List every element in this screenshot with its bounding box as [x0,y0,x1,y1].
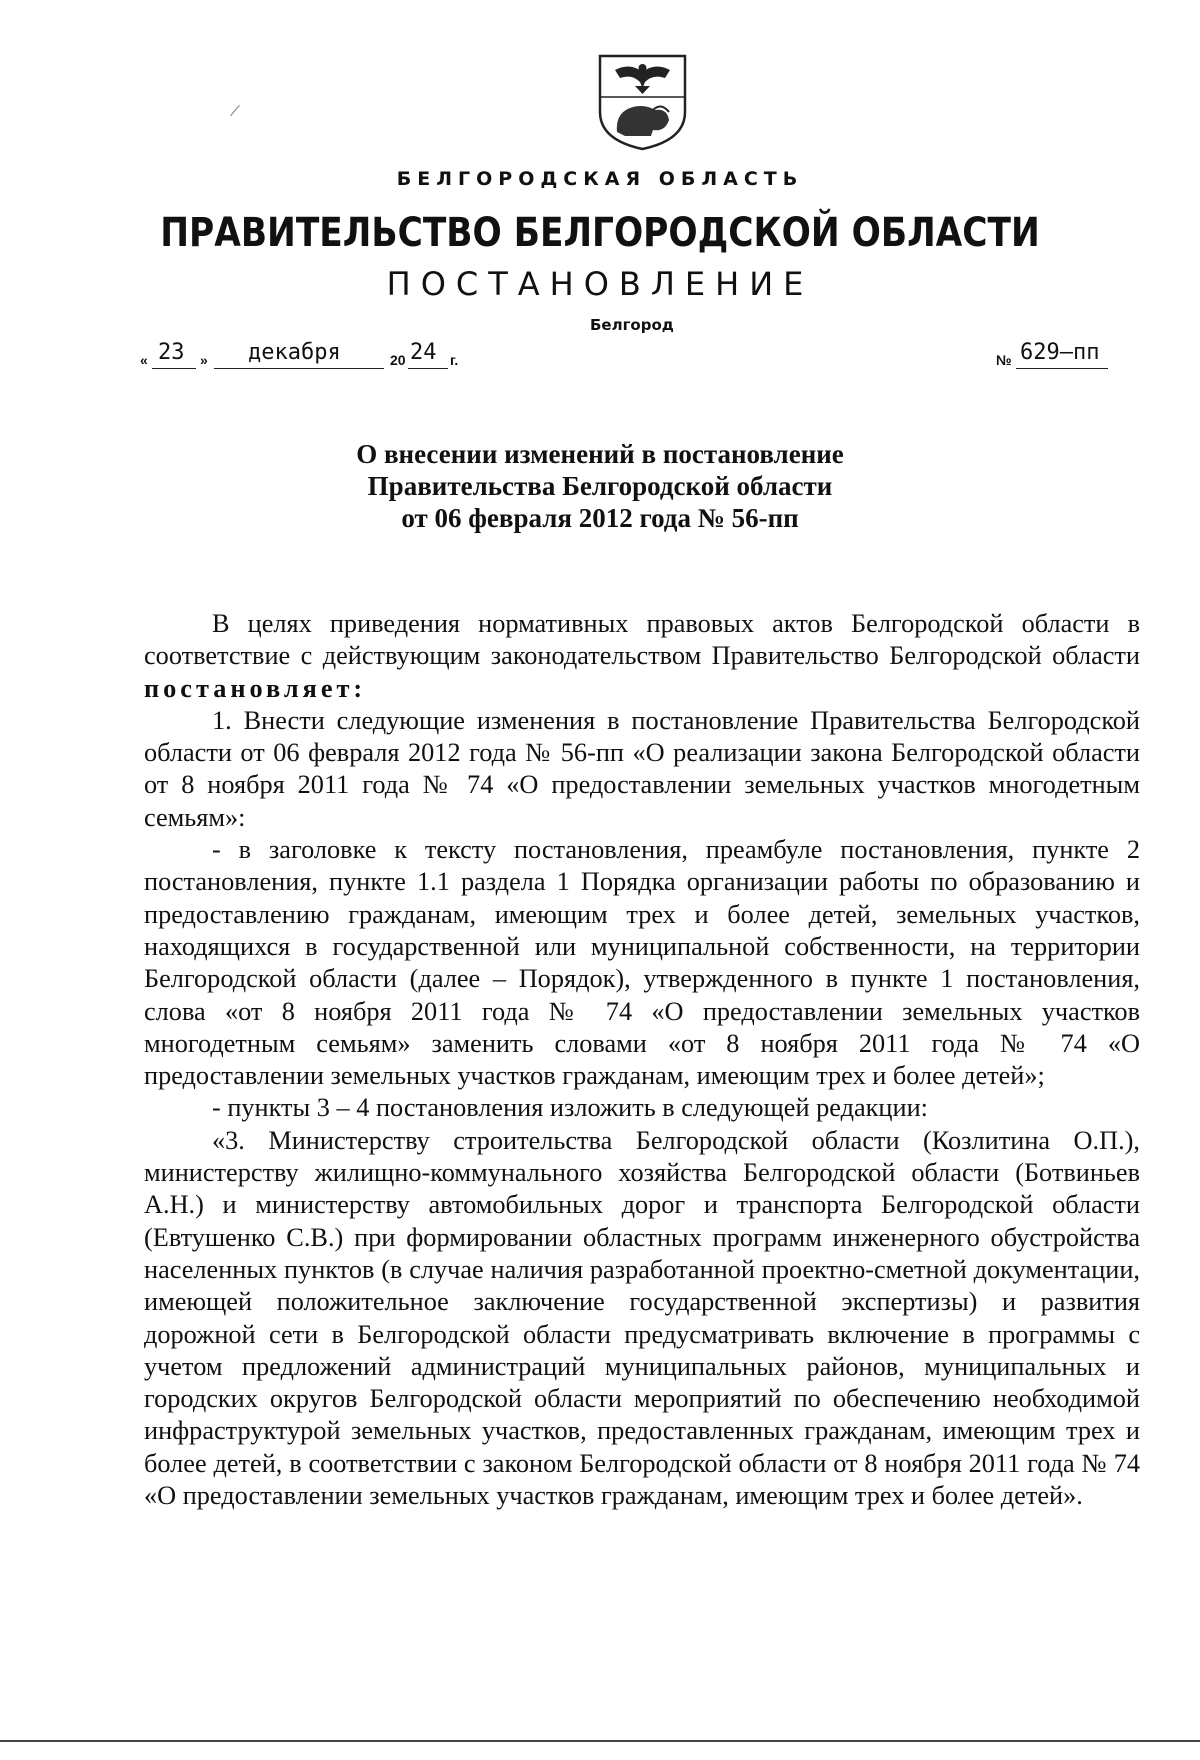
government-heading: ПРАВИТЕЛЬСТВО БЕЛГОРОДСКОЙ ОБЛАСТИ [160,210,1040,256]
item-1-paragraph: 1. Внести следующие изменения в постановление Правительства Белгородской области от 06 февраля 2012 года № 56-пп «О реализации закона Белгородской области от 8 ноября 2011 года № 74 «О предоставлении земельных участков многодетным семьям»: [144,705,1140,832]
date-close-quote: » [200,352,208,368]
decree-word: постановляет: [144,673,367,703]
title-line-3: от 06 февраля 2012 года № 56-пп [401,503,799,533]
date-day: 23 [158,340,185,365]
title-line-2: Правительства Белгородской области [367,471,833,501]
bullet-1-paragraph: - в заголовке к тексту постановления, преамбуле постановления, пункте 2 постановления, пункте 1.1 раздела 1 Порядка организации работы по образованию и предоставлению гражданам, имеющим трех и более детей, земельных участков, находящихся в государственной или муниципальной собственности, на территории Белгородской области (далее – Порядок), утвержденного в пункте 1 постановления, слова «от 8 ноября 2011 года № 74 «О предоставлении земельных участков многодетным семьям» заменить словами «от 8 ноября 2011 года № 74 «О предоставлении земельных участков гражданам, имеющим трех и более детей»; [144,835,1140,1091]
document-number: 629–пп [1020,340,1100,365]
clause-3-paragraph: «3. Министерству строительства Белгородской области (Козлитина О.П.), министерству жилищно-коммунального хозяйства Белгородской области (Ботвиньев А.Н.) и министерству автомобильных дорог и транспорта Белгородской области (Евтушенко С.В.) при формировании областных программ инженерного обустройства населенных пунктов (в случае наличия разработанной проектно-сметной документации, имеющей положительное заключение государственной экспертизы) и развития дорожной сети в Белгородской области предусматривать включение в программы с учетом предложений администраций муниципальных районов, муниципальных и городских округов Белгородской области мероприятий по обеспечению необходимой инфраструктурой земельных участков, предоставленных гражданам, имеющим трех и более детей, в соответствии с законом Белгородской области от 8 ноября 2011 года № 74 «О предоставлении земельных участков гражданам, имеющим трех и более детей». [144,1125,1140,1511]
coat-of-arms-emblem [595,52,690,152]
date-century: 20 [390,352,406,368]
date-number-line [140,336,1120,376]
document-title [0,438,1200,534]
region-heading: БЕЛГОРОДСКАЯ ОБЛАСТЬ [396,168,804,190]
bullet-2-paragraph: - пункты 3 – 4 постановления изложить в следующей редакции: [212,1093,928,1123]
city-label: Белгород [590,316,674,334]
document-body [144,608,1140,1512]
scan-bottom-edge [0,1740,1200,1742]
date-year-suffix: г. [450,352,459,368]
scan-mark [230,105,240,116]
date-year: 24 [410,340,437,365]
title-line-1: О внесении изменений в постановление [356,439,844,469]
preamble-paragraph [144,608,1140,705]
document-type-heading: ПОСТАНОВЛЕНИЕ [386,265,814,303]
number-label: № [996,352,1012,368]
preamble-text: В целях приведения нормативных правовых актов Белгородской области в соответствие с действующим законодательством Правительство Белгородской области [144,609,1140,671]
date-open-quote: « [140,352,148,368]
date-month: декабря [248,340,341,365]
